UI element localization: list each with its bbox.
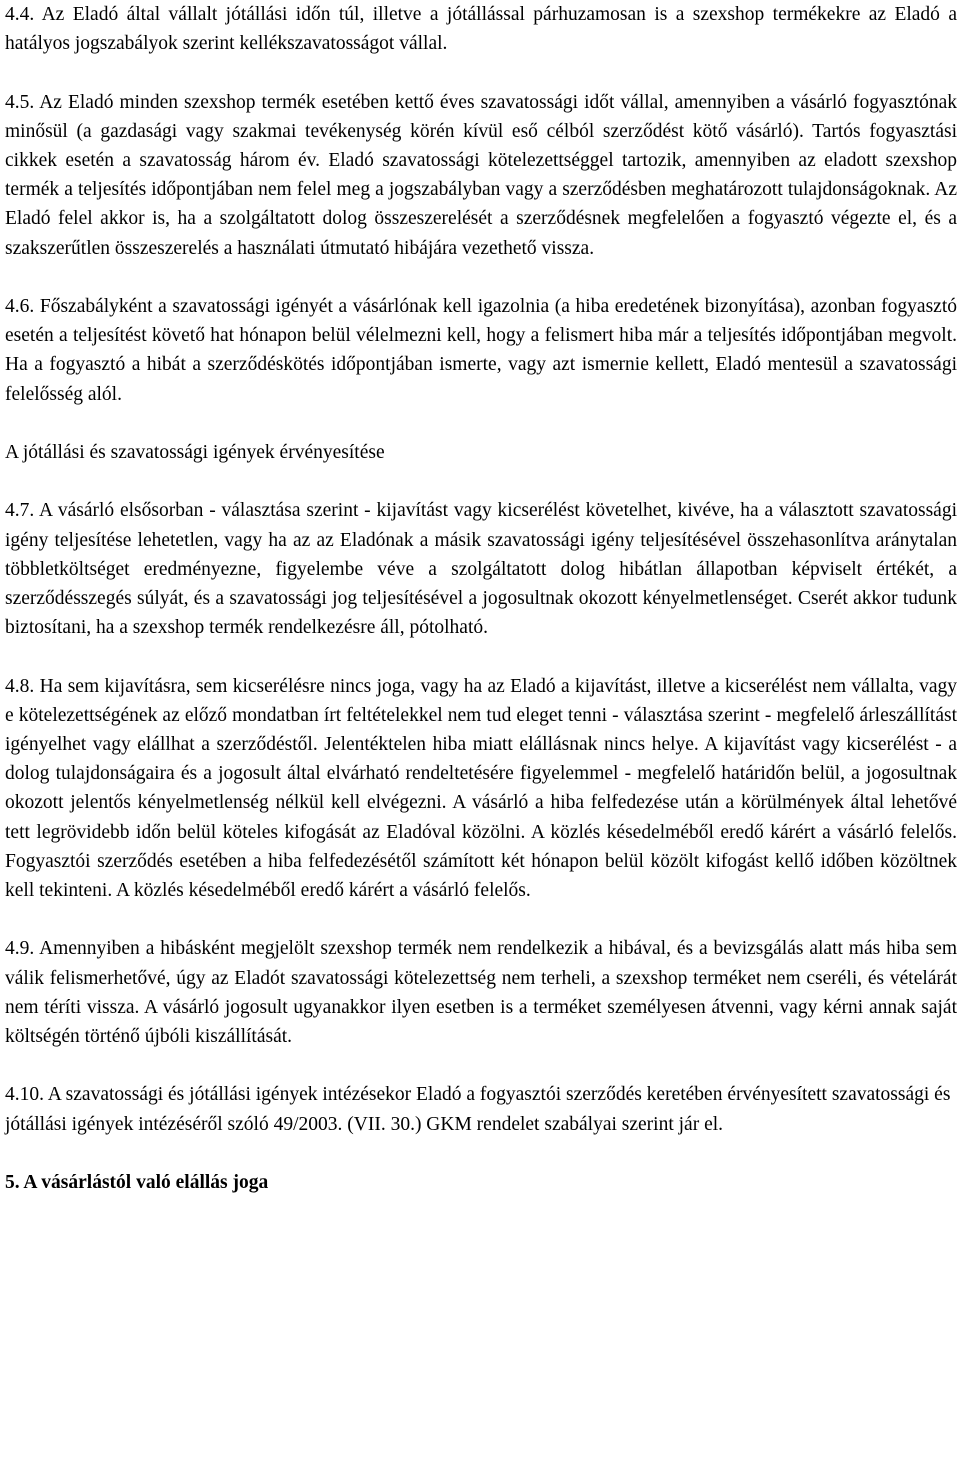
paragraph-4-7: 4.7. A vásárló elsősorban - választása szerint - kijavítást vagy kicserélést követelhet, kivéve, ha a választott szavatossági igény teljesítése lehetetlen, vagy ha az az Eladónak a másik szavatossági igény teljesítésével összehasonlítva aránytalan többletköltséget eredményezne, figyelembe véve a szolgáltatott dolog hibátlan állapotban képviselt értékét, a szerződésszegés súlyát, és a szavatossági jog teljesítésével a jogosultnak okozott kényelmetlenséget. Cserét akkor tudunk biztosítani, ha a szexshop termék rendelkezésre áll, pótolható. — [5, 500, 957, 639]
paragraph-4-4: 4.4. Az Eladó által vállalt jótállási időn túl, illetve a jótállással párhuzamosan is a szexshop termékekre az Eladó a hatályos jogszabályok szerint kellékszavatosságot vállal. — [5, 4, 957, 55]
paragraph-4-8: 4.8. Ha sem kijavításra, sem kicserélésre nincs joga, vagy ha az Eladó a kijavítást, illetve a kicserélést nem vállalta, vagy e kötelezettségének az előző mondatban írt feltételekkel nem tud eleget tenni - választása szerint - megfelelő árleszállítást igényelhet vagy elállhat a szerződéstől. Jelentéktelen hiba miatt elállásnak nincs helye. A kijavítást vagy kicserélést - a dolog tulajdonságaira és a jogosult által elvárható rendeltetésére figyelemmel - megfelelő határidőn belül, a jogosultnak okozott jelentős kényelmetlenség nélkül kell elvégezni. A vásárló a hiba felfedezése után a körülmények által lehetővé tett legrövidebb időn belül köteles kifogását az Eladóval közölni. A közlés késedelméből eredő kárért a vásárló felelős. Fogyasztói szerződés esetében a hiba felfedezésétől számított két hónapon belül közölt kifogást kellő időben közöltnek kell tekinteni. A közlés késedelméből eredő kárért a vásárló felelős. — [5, 675, 957, 902]
section-heading: A jótállási és szavatossági igények érvényesítése — [5, 442, 385, 463]
paragraph-4-6: 4.6. Főszabályként a szavatossági igényét a vásárlónak kell igazolnia (a hiba eredetének bizonyítása), azonban fogyasztó esetén a teljesítést követő hat hónapon belül vélelmezni kell, hogy a felismert hiba már a teljesítés időpontjában megvolt. Ha a fogyasztó a hibát a szerződéskötés időpontjában ismerte, vagy azt ismernie kellett, Eladó mentesül a szavatossági felelősség alól. — [5, 296, 957, 405]
paragraph-4-10: 4.10. A szavatossági és jótállási igények intézésekor Eladó a fogyasztói szerződés keretében érvényesített szavatossági és jótállási igények intézéséről szóló 49/2003. (VII. 30.) GKM rendelet szabályai szerint jár el. — [5, 1084, 951, 1135]
paragraph-4-9: 4.9. Amennyiben a hibásként megjelölt szexshop termék nem rendelkezik a hibával, és a bevizsgálás alatt más hiba sem válik felismerhetővé, úgy az Eladót szavatossági kötelezettség nem terheli, a szexshop terméket nem cseréli, és vételárát nem téríti vissza. A vásárló jogosult ugyanakkor ilyen esetben is a terméket személyesen átvenni, vagy kérni annak saját költségén történő újbóli kiszállítását. — [5, 938, 957, 1048]
paragraph-4-5: 4.5. Az Eladó minden szexshop termék esetében kettő éves szavatossági időt vállal, amennyiben a vásárló fogyasztónak minősül (a gazdasági vagy szakmai tevékenység körén kívül eső célból szerződést kötő vásárló). Tartós fogyasztási cikkek esetén a szavatosság három év. Eladó szavatossági kötelezettséggel tartozik, amennyiben az eladott szexshop termék a teljesítés időpontjában nem felel meg a jogszabályban vagy a szerződésben meghatározott tulajdonságoknak. Az Eladó felel akkor is, ha a szolgáltatott dolog összeszerelését a szerződésnek megfelelően a fogyasztó végezte el, és a szakszerűtlen összeszerelés a használati útmutató hibájára vezethető vissza. — [5, 91, 957, 259]
document-page — [5, 0, 957, 1226]
next-section-heading: 5. A vásárlástól való elállás joga — [5, 1172, 269, 1193]
